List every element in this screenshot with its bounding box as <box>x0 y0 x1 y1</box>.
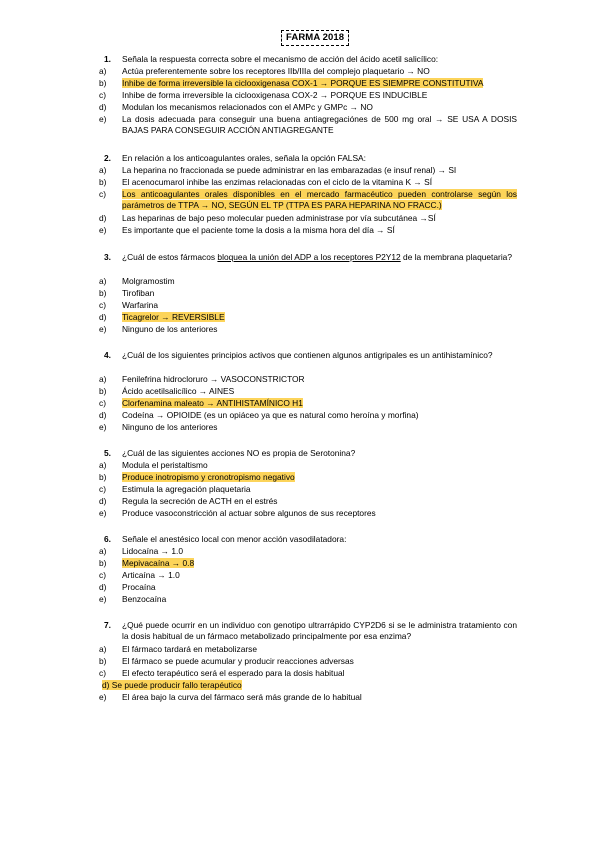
option: a) Molgramostim <box>99 276 175 286</box>
option: e) La dosis adecuada para conseguir una buena antiagregaciónes de 500 mg oral → SE USA A DOSIS BAJAS PARA CONSEGUIR ACCIÓN ANTIAGREGANTE <box>99 114 517 135</box>
option: b) El fármaco se puede acumular y producir reacciones adversas <box>99 656 354 666</box>
page-title: FARMA 2018 <box>281 30 349 46</box>
question-text: ¿Cuál de los siguientes principios activos que contienen algunos antigripales es un antihistamínico? <box>122 350 493 360</box>
option: c) Warfarina <box>99 300 158 310</box>
question-text: ¿Cuál de las siguientes acciones NO es propia de Serotonina? <box>122 448 356 458</box>
question-number: 4. <box>104 350 111 360</box>
option: e) Produce vasoconstricción al actuar sobre algunos de sus receptores <box>99 508 376 518</box>
option: e) Ninguno de los anteriores <box>99 324 218 334</box>
option: a) Fenilefrina hidrocloruro → VASOCONSTRICTOR <box>99 374 305 384</box>
option: e) Es importante que el paciente tome la dosis a la misma hora del día → SÍ <box>99 225 395 235</box>
option: c) Estimula la agregación plaquetaria <box>99 484 251 494</box>
option-highlighted: b) Mepivacaína → 0.8 <box>99 558 195 568</box>
option-highlighted: c) Clorfenamina maleato → ANTIHISTAMÍNICO H1 <box>99 398 303 408</box>
question-text: Señala la respuesta correcta sobre el mecanismo de acción del ácido acetil salicílico: <box>122 54 439 64</box>
question-text: ¿Qué puede ocurrir en un individuo con genotipo ultrarrápido CYP2D6 si se le administra tratamiento con la dosis habitual de un fármaco metabolizado principalmente por esa enzima? <box>122 620 517 641</box>
option: d) Procaína <box>99 582 156 592</box>
option: a) Actúa preferentemente sobre los receptores IIb/IIIa del complejo plaquetario → NO <box>99 66 430 76</box>
option: d) Regula la secreción de ACTH en el estrés <box>99 496 278 506</box>
question-number: 6. <box>104 534 111 544</box>
option: d) Modulan los mecanismos relacionados con el AMPc y GMPc → NO <box>99 102 373 112</box>
question-number: 3. <box>104 252 111 262</box>
question-number: 7. <box>104 620 111 630</box>
option-highlighted: b) Produce inotropismo y cronotropismo negativo <box>99 472 295 482</box>
option-highlighted: c) Los anticoagulantes orales disponibles en el mercado farmacéutico pueden controlarse según los parámetros de TTPA → NO, SEGÚN EL TP (TTPA ES PARA HEPARINA NO FRACC.) <box>99 189 517 210</box>
option: a) El fármaco tardará en metabolizarse <box>99 644 257 654</box>
option: e) Ninguno de los anteriores <box>99 422 218 432</box>
option: e) El área bajo la curva del fármaco será más grande de lo habitual <box>99 692 362 702</box>
option: a) Modula el peristaltismo <box>99 460 208 470</box>
option-highlighted: d) Ticagrelor → REVERSIBLE <box>99 312 225 322</box>
question-number: 2. <box>104 153 111 163</box>
option-highlighted: d) Se puede producir fallo terapéutico <box>102 680 242 690</box>
option: b) Ácido acetilsalicílico → AINES <box>99 386 235 396</box>
underlined-phrase: bloquea la unión del ADP a los receptores P2Y12 <box>217 252 401 262</box>
option: c) El efecto terapéutico será el esperado para la dosis habitual <box>99 668 345 678</box>
question-text: ¿Cuál de estos fármacos bloquea la unión del ADP a los receptores P2Y12 de la membrana plaquetaria? <box>122 252 512 262</box>
question-number: 5. <box>104 448 111 458</box>
option: d) Codeína → OPIOIDE (es un opiáceo ya que es natural como heroína y morfina) <box>99 410 419 420</box>
option: c) Inhibe de forma irreversible la ciclooxigenasa COX-2 → PORQUE ES INDUCIBLE <box>99 90 428 100</box>
option: a) La heparina no fraccionada se puede administrar en las embarazadas (e insuf renal) → SI <box>99 165 457 175</box>
option: b) Tirofiban <box>99 288 155 298</box>
option-highlighted: b) Inhibe de forma irreversible la ciclooxigenasa COX-1 → PORQUE ES SIEMPRE CONSTITUTIVA <box>99 78 484 88</box>
question-number: 1. <box>104 54 111 64</box>
question-text: En relación a los anticoagulantes orales, señala la opción FALSA: <box>122 153 366 163</box>
option: d) Las heparinas de bajo peso molecular pueden administrase por vía subcutánea →SÍ <box>99 213 436 223</box>
option: b) El acenocumarol inhibe las enzimas relacionadas con el ciclo de la vitamina K → SÍ <box>99 177 433 187</box>
option: a) Lidocaína → 1.0 <box>99 546 183 556</box>
option: e) Benzocaína <box>99 594 167 604</box>
question-text: Señale el anestésico local con menor acción vasodilatadora: <box>122 534 347 544</box>
option: c) Articaína → 1.0 <box>99 570 180 580</box>
